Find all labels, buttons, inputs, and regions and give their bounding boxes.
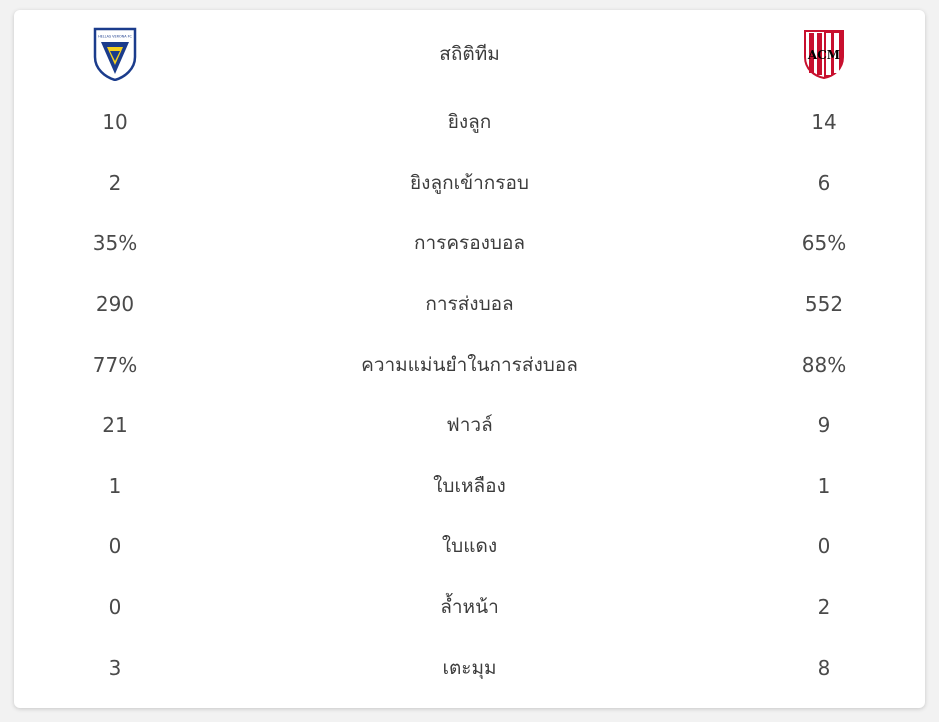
stats-header [40,16,899,92]
table-row [40,456,899,517]
away-team-crest [749,29,899,79]
table-row [40,213,899,274]
team-stats-card [14,10,925,708]
table-row [40,395,899,456]
table-row [40,637,899,698]
svg-text:HELLAS VERONA FC: HELLAS VERONA FC [98,34,132,39]
table-row [40,334,899,395]
table-row [40,274,899,335]
home-value: 77% [92,352,138,377]
away-value: 88% [801,352,847,377]
away-value: 552 [804,292,844,317]
svg-text:ACM: ACM [807,48,841,62]
hellas-verona-crest-icon [91,27,139,81]
home-value: 0 [108,534,122,559]
away-value: 0 [817,534,831,559]
home-value: 1 [108,473,122,498]
stats-title: สถิติทีม [439,43,500,65]
stat-label: ล้ำหน้า [440,596,499,619]
ac-milan-crest-icon [803,29,845,79]
home-value: 35% [92,231,138,256]
stat-label: ความแม่นยำในการส่งบอล [361,353,578,376]
home-value: 21 [102,413,128,438]
away-value: 6 [817,170,831,195]
stat-label: การส่งบอล [425,293,514,316]
stat-label: ใบแดง [441,535,498,558]
stat-label: ใบเหลือง [433,474,506,497]
away-value: 1 [817,473,831,498]
stat-label: การครองบอล [413,232,526,255]
home-value: 290 [95,292,135,317]
stat-label: ฟาวล์ [446,414,493,437]
table-row [40,153,899,214]
stat-label: ยิงลูก [447,111,492,134]
table-row [40,92,899,153]
home-value: 3 [108,655,122,680]
home-value: 2 [108,170,122,195]
table-row [40,516,899,577]
home-value: 0 [108,595,122,620]
table-row [40,577,899,638]
away-value: 65% [801,231,847,256]
stat-label: ยิงลูกเข้ากรอบ [410,171,529,194]
away-value: 8 [817,655,831,680]
away-value: 9 [817,413,831,438]
away-value: 14 [811,110,837,135]
stat-label: เตะมุม [442,656,497,679]
home-value: 10 [102,110,128,135]
home-team-crest [40,27,190,81]
away-value: 2 [817,595,831,620]
